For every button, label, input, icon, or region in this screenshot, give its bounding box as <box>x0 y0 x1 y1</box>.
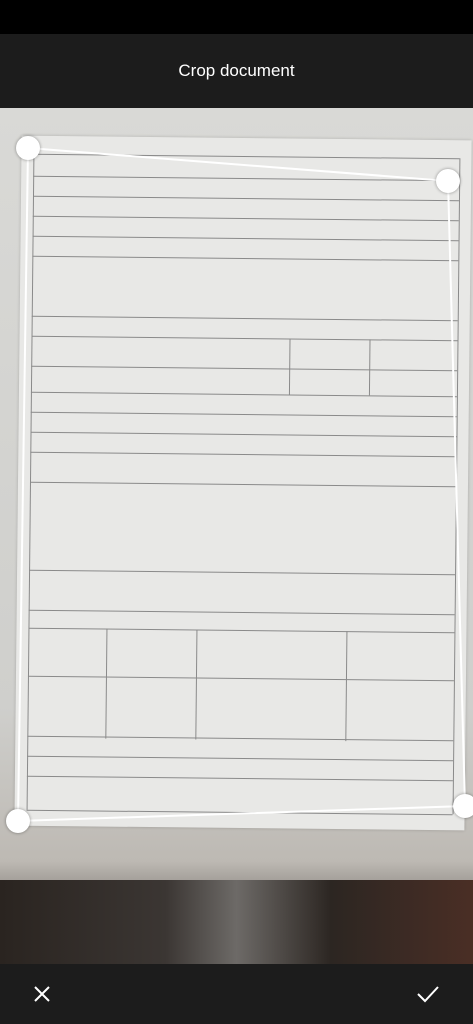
bottom-bar <box>0 964 473 1024</box>
camera-preview <box>0 108 473 964</box>
crop-handle-bottom-right[interactable] <box>453 794 473 818</box>
confirm-button[interactable] <box>412 978 444 1010</box>
cancel-button[interactable] <box>26 978 58 1010</box>
check-icon <box>416 984 440 1004</box>
crop-outline <box>0 108 473 964</box>
app-bar <box>0 34 473 108</box>
crop-handle-bottom-left[interactable] <box>6 809 30 833</box>
page-title: Crop document <box>178 61 295 80</box>
crop-handle-top-right[interactable] <box>436 169 460 193</box>
close-icon <box>32 984 52 1004</box>
crop-handle-top-left[interactable] <box>16 136 40 160</box>
status-bar <box>0 0 473 34</box>
